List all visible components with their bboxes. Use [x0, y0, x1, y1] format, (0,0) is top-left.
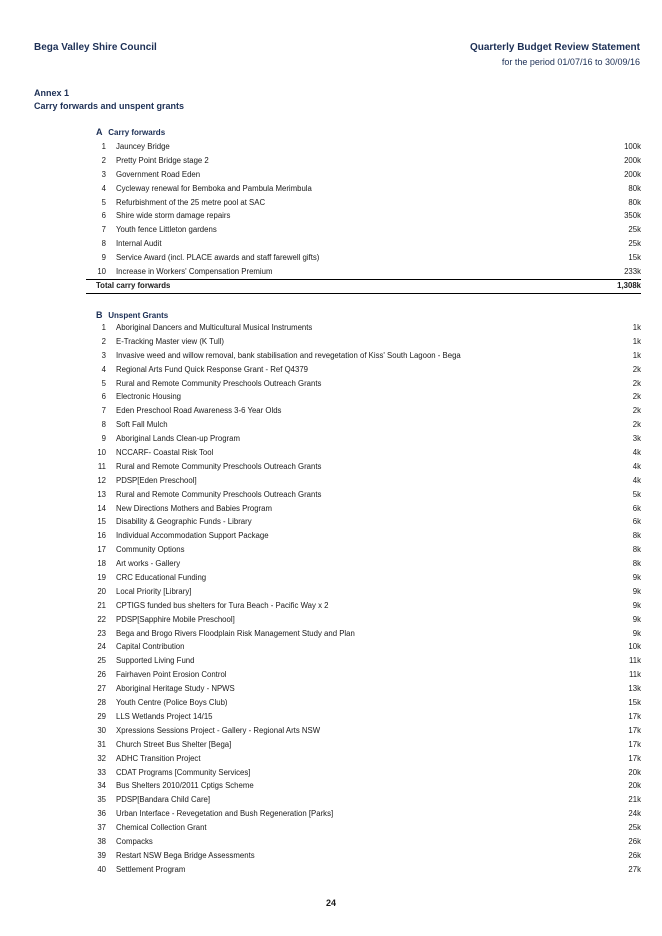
row-amount: 200k — [624, 155, 641, 165]
row-description: Service Award (incl. PLACE awards and staff farewell gifts) — [116, 253, 320, 263]
row-description: Rural and Remote Community Preschools Outreach Grants — [116, 461, 322, 471]
row-description: Xpressions Sessions Project - Gallery - Regional Arts NSW — [116, 725, 321, 735]
table-row — [86, 710, 641, 724]
row-number: 16 — [97, 531, 106, 541]
row-amount: 9k — [632, 628, 641, 638]
row-number: 3 — [101, 350, 106, 360]
table-row — [86, 821, 641, 835]
row-number: 18 — [97, 559, 106, 569]
table-row — [86, 557, 641, 571]
carry-forwards-total-row — [86, 279, 641, 294]
row-amount: 8k — [632, 531, 641, 541]
row-description: Bega and Brogo Rivers Floodplain Risk Management Study and Plan — [116, 628, 355, 638]
table-row — [86, 585, 641, 599]
row-description: Refurbishment of the 25 metre pool at SAC — [116, 197, 266, 207]
table-row — [86, 363, 641, 377]
row-description: Aboriginal Heritage Study - NPWS — [116, 684, 235, 694]
row-description: Youth Centre (Police Boys Club) — [116, 698, 228, 708]
row-number: 36 — [97, 809, 106, 819]
row-amount: 4k — [632, 448, 641, 458]
row-amount: 26k — [628, 836, 641, 846]
row-description: Urban Interface - Revegetation and Bush Regeneration [Parks] — [116, 809, 334, 819]
row-amount: 9k — [632, 614, 641, 624]
row-number: 10 — [97, 448, 106, 458]
table-row — [86, 446, 641, 460]
row-amount: 17k — [628, 711, 641, 721]
annex-label: Annex 1 — [34, 88, 70, 98]
row-description: Settlement Program — [116, 864, 186, 874]
row-amount: 6k — [632, 517, 641, 527]
table-row — [86, 724, 641, 738]
table-row — [86, 209, 641, 223]
row-amount: 15k — [628, 253, 641, 263]
row-number: 10 — [97, 267, 106, 277]
row-amount: 21k — [628, 795, 641, 805]
annex-heading — [34, 87, 184, 113]
row-description: Youth fence Littleton gardens — [116, 225, 217, 235]
row-number: 3 — [101, 169, 106, 179]
statement-title: Quarterly Budget Review Statement — [469, 42, 640, 53]
row-amount: 15k — [628, 698, 641, 708]
section-b-heading — [96, 310, 168, 320]
row-number: 24 — [97, 642, 106, 652]
row-description: Restart NSW Bega Bridge Assessments — [116, 850, 255, 860]
row-number: 5 — [101, 378, 106, 388]
row-description: Compacks — [116, 836, 153, 846]
table-row — [86, 793, 641, 807]
row-amount: 233k — [624, 267, 641, 277]
table-row — [86, 849, 641, 863]
row-number: 17 — [97, 545, 106, 555]
table-row — [86, 251, 641, 265]
table-row — [86, 432, 641, 446]
row-number: 12 — [97, 475, 106, 485]
table-row — [86, 515, 641, 529]
row-description: Fairhaven Point Erosion Control — [116, 670, 227, 680]
row-number: 21 — [97, 600, 106, 610]
section-b-title: Unspent Grants — [108, 311, 169, 320]
table-row — [86, 766, 641, 780]
row-number: 7 — [101, 225, 106, 235]
row-description: PDSP[Bandara Child Care] — [116, 795, 211, 805]
table-row — [86, 599, 641, 613]
row-number: 8 — [101, 239, 106, 249]
table-row — [86, 237, 641, 251]
row-amount: 25k — [628, 239, 641, 249]
row-amount: 1k — [632, 323, 641, 332]
table-row — [86, 807, 641, 821]
table-row — [86, 474, 641, 488]
row-description: Invasive weed and willow removal, bank stabilisation and revegetation of Kiss' South Lagoon - Bega — [116, 350, 461, 360]
row-amount: 100k — [624, 142, 641, 151]
row-description: New Directions Mothers and Babies Program — [116, 503, 273, 513]
row-description: PDSP[Eden Preschool] — [116, 475, 197, 485]
table-row — [86, 488, 641, 502]
table-row — [86, 543, 641, 557]
row-number: 23 — [97, 628, 106, 638]
table-row — [86, 752, 641, 766]
table-row — [86, 196, 641, 210]
row-description: Jauncey Bridge — [116, 142, 170, 151]
table-row — [86, 460, 641, 474]
row-amount: 8k — [632, 559, 641, 569]
row-number: 4 — [101, 183, 106, 193]
row-amount: 350k — [624, 211, 641, 221]
row-number: 2 — [101, 155, 106, 165]
row-number: 11 — [97, 461, 106, 471]
table-row — [86, 835, 641, 849]
table-row — [86, 502, 641, 516]
row-description: Cycleway renewal for Bemboka and Pambula Merimbula — [116, 183, 312, 193]
table-row — [86, 140, 641, 154]
row-amount: 80k — [628, 197, 641, 207]
row-description: Disability & Geographic Funds - Library — [116, 517, 252, 527]
row-description: Electronic Housing — [116, 392, 182, 402]
row-description: Regional Arts Fund Quick Response Grant - Ref Q4379 — [116, 364, 308, 374]
row-description: Government Road Eden — [116, 169, 201, 179]
row-amount: 25k — [628, 823, 641, 833]
row-description: Shire wide storm damage repairs — [116, 211, 231, 221]
row-number: 6 — [101, 211, 106, 221]
row-number: 8 — [101, 420, 106, 430]
row-amount: 26k — [628, 850, 641, 860]
table-row — [86, 738, 641, 752]
row-description: Local Priority [Library] — [116, 586, 192, 596]
row-number: 22 — [97, 614, 106, 624]
table-row — [86, 321, 641, 335]
row-amount: 17k — [628, 739, 641, 749]
row-number: 9 — [101, 253, 106, 263]
row-number: 37 — [97, 823, 106, 833]
table-row — [86, 863, 641, 877]
row-amount: 25k — [628, 225, 641, 235]
row-number: 25 — [97, 656, 106, 666]
row-number: 33 — [97, 767, 106, 777]
row-number: 32 — [97, 753, 106, 763]
row-description: Chemical Collection Grant — [116, 823, 207, 833]
row-number: 15 — [97, 517, 106, 527]
row-description: Increase in Workers' Compensation Premium — [116, 267, 273, 277]
row-number: 2 — [101, 336, 106, 346]
table-row — [86, 529, 641, 543]
row-number: 40 — [97, 864, 106, 874]
row-description: Soft Fall Mulch — [116, 420, 168, 430]
statement-period: for the period 01/07/16 to 30/09/16 — [501, 57, 640, 67]
row-description: Rural and Remote Community Preschools Outreach Grants — [116, 489, 322, 499]
row-amount: 2k — [632, 378, 641, 388]
table-row — [86, 696, 641, 710]
row-amount: 20k — [628, 767, 641, 777]
section-b-letter: B — [96, 310, 103, 320]
row-number: 27 — [97, 684, 106, 694]
row-description: LLS Wetlands Project 14/15 — [116, 711, 213, 721]
row-number: 34 — [97, 781, 106, 791]
annex-title: Carry forwards and unspent grants — [34, 101, 185, 111]
council-name: Bega Valley Shire Council — [34, 42, 157, 53]
row-description: ADHC Transition Project — [116, 753, 201, 763]
row-amount: 13k — [628, 684, 641, 694]
row-amount: 2k — [632, 406, 641, 416]
row-description: CRC Educational Funding — [116, 573, 207, 583]
row-description: Art works - Gallery — [116, 559, 181, 569]
row-amount: 2k — [632, 392, 641, 402]
row-number: 28 — [97, 698, 106, 708]
row-description: Rural and Remote Community Preschools Outreach Grants — [116, 378, 322, 388]
row-description: Pretty Point Bridge stage 2 — [116, 155, 209, 165]
row-number: 29 — [97, 711, 106, 721]
row-number: 6 — [101, 392, 106, 402]
table-row — [86, 779, 641, 793]
table-row — [86, 640, 641, 654]
row-amount: 8k — [632, 545, 641, 555]
row-amount: 9k — [632, 573, 641, 583]
row-description: PDSP[Sapphire Mobile Preschool] — [116, 614, 235, 624]
table-row — [86, 404, 641, 418]
table-row — [86, 682, 641, 696]
row-amount: 4k — [632, 475, 641, 485]
row-number: 7 — [101, 406, 106, 416]
row-description: E-Tracking Master view (K Tull) — [116, 336, 225, 346]
row-description: Bus Shelters 2010/2011 Cptigs Scheme — [116, 781, 254, 791]
table-row — [86, 349, 641, 363]
row-description: Church Street Bus Shelter [Bega] — [116, 739, 232, 749]
row-description: CPTIGS funded bus shelters for Tura Beach - Pacific Way x 2 — [116, 600, 329, 610]
table-row — [86, 654, 641, 668]
row-amount: 80k — [628, 183, 641, 193]
row-amount: 11k — [629, 656, 641, 666]
table-row — [86, 613, 641, 627]
row-number: 31 — [97, 739, 106, 749]
table-row — [86, 571, 641, 585]
section-a-letter: A — [96, 127, 103, 137]
row-number: 1 — [101, 142, 106, 151]
row-amount: 27k — [628, 864, 641, 874]
row-amount: 3k — [632, 434, 641, 444]
row-number: 30 — [97, 725, 106, 735]
row-amount: 200k — [624, 169, 641, 179]
row-number: 20 — [97, 586, 106, 596]
row-amount: 17k — [628, 753, 641, 763]
row-amount: 2k — [632, 364, 641, 374]
row-description: Aboriginal Lands Clean-up Program — [116, 434, 240, 444]
section-a-title: Carry forwards — [108, 128, 166, 137]
row-amount: 1k — [632, 350, 641, 360]
table-row — [86, 377, 641, 391]
table-row — [86, 335, 641, 349]
row-amount: 17k — [628, 725, 641, 735]
row-description: Aboriginal Dancers and Multicultural Musical Instruments — [116, 323, 313, 332]
row-number: 19 — [97, 573, 106, 583]
total-label: Total carry forwards — [96, 281, 171, 290]
row-number: 39 — [97, 850, 106, 860]
row-number: 9 — [101, 434, 106, 444]
page-number: 24 — [325, 898, 336, 908]
row-description: CDAT Programs [Community Services] — [116, 767, 251, 777]
row-amount: 5k — [632, 489, 641, 499]
table-row — [86, 390, 641, 404]
row-amount: 20k — [628, 781, 641, 791]
row-amount: 10k — [628, 642, 641, 652]
row-amount: 1k — [632, 336, 641, 346]
table-row — [86, 168, 641, 182]
row-description: Individual Accommodation Support Package — [116, 531, 269, 541]
table-row — [86, 154, 641, 168]
section-a-heading — [96, 127, 165, 137]
table-row — [86, 182, 641, 196]
total-amount: 1,308k — [617, 281, 641, 290]
row-amount: 11k — [629, 670, 641, 680]
row-amount: 9k — [632, 600, 641, 610]
carry-forwards-list — [86, 140, 641, 279]
table-row — [86, 223, 641, 237]
unspent-grants-list — [86, 321, 641, 877]
row-amount: 9k — [632, 586, 641, 596]
row-number: 4 — [101, 364, 106, 374]
row-number: 38 — [97, 836, 106, 846]
row-number: 1 — [101, 323, 106, 332]
row-number: 5 — [101, 197, 106, 207]
row-description: Community Options — [116, 545, 185, 555]
row-amount: 6k — [632, 503, 641, 513]
table-row — [86, 265, 641, 279]
row-number: 35 — [97, 795, 106, 805]
row-amount: 24k — [628, 809, 641, 819]
row-number: 14 — [97, 503, 106, 513]
row-description: Supported Living Fund — [116, 656, 195, 666]
table-row — [86, 668, 641, 682]
row-number: 13 — [97, 489, 106, 499]
table-row — [86, 418, 641, 432]
row-description: Internal Audit — [116, 239, 162, 249]
table-row — [86, 627, 641, 641]
row-description: Capital Contribution — [116, 642, 185, 652]
row-number: 26 — [97, 670, 106, 680]
row-description: Eden Preschool Road Awareness 3-6 Year Olds — [116, 406, 282, 416]
row-description: NCCARF- Coastal Risk Tool — [116, 448, 214, 458]
row-amount: 2k — [632, 420, 641, 430]
row-amount: 4k — [632, 461, 641, 471]
